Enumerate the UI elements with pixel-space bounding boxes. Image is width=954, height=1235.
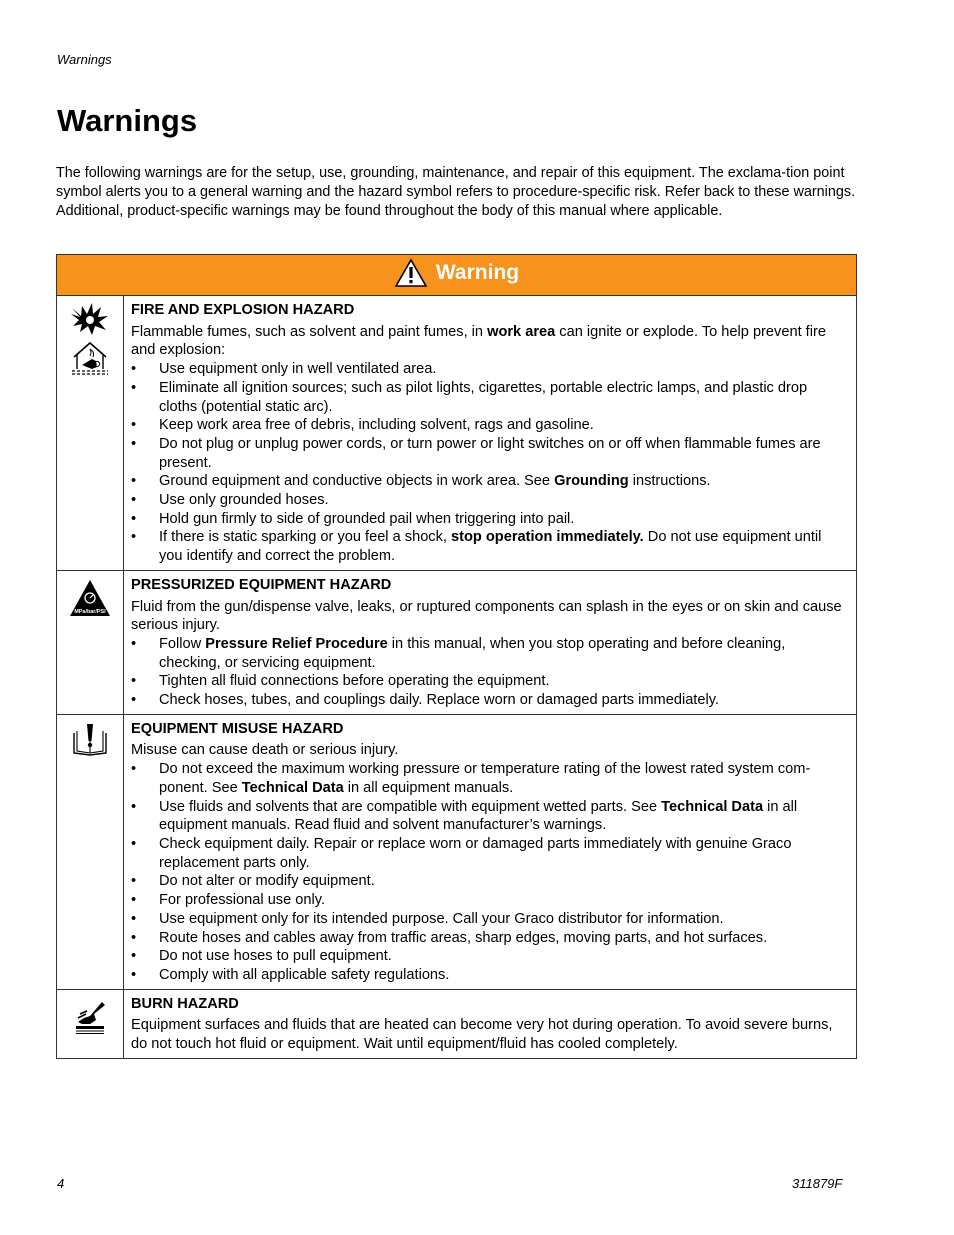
bullet-item: [131, 947, 848, 966]
hazard-description: [131, 1016, 848, 1053]
hazard-content: [124, 989, 857, 1058]
text-run: Use equipment only in well ventilated area.: [159, 361, 437, 378]
text-run: Do not use hoses to pull equipment.: [159, 948, 392, 965]
hazard-bullets: [131, 360, 848, 566]
text-run: Use equipment only for its intended purpose. Call your Graco distributor for information.: [159, 910, 724, 927]
text-run: Eliminate all ignition sources; such as pilot lights, cigarettes, portable electric lamps, and plastic drop cloths (potential static arc).: [159, 379, 808, 415]
hazard-bullets: [131, 760, 848, 984]
bullet-item: [131, 416, 848, 435]
text-run: Route hoses and cables away from traffic areas, sharp edges, moving parts, and hot surfaces.: [159, 929, 768, 946]
bullet-item: [131, 835, 848, 872]
hazard-content: [124, 296, 857, 571]
manual-exclamation-icon: [57, 723, 123, 757]
text-run: Use only grounded hoses.: [159, 492, 329, 509]
bullet-item: [131, 798, 848, 835]
emphasis-text: Technical Data: [661, 798, 764, 815]
hazard-description: [131, 323, 848, 360]
bullet-item: [131, 891, 848, 910]
page-title: Warnings: [57, 103, 198, 138]
text-run: For professional use only.: [159, 892, 326, 909]
text-run: Do not exceed the maximum working pressure or temperature rating of the lowest rated system com-ponent. See: [159, 761, 811, 796]
bullet-item: [131, 472, 848, 491]
bullet-item: [131, 929, 848, 948]
bullet-item: [131, 672, 848, 691]
hazard-row: [57, 296, 857, 571]
text-run: Misuse can cause death or serious injury.: [131, 742, 399, 759]
intro-paragraph: The following warnings are for the setup, use, grounding, maintenance, and repair of this equipment. The exclama-tion point symbol alerts you to a general warning and the hazard symbol refers to procedure-specific risk. Refer back to these warnings. Additional, product-specific warnings may be found throughout the body of this manual where applicable.: [56, 165, 856, 219]
document-number: 311879F: [792, 1176, 843, 1191]
text-run: can ignite or explode. To help prevent fire and explosion:: [131, 323, 826, 359]
text-run: Flammable fumes, such as solvent and paint fumes, in: [131, 323, 488, 340]
bullet-item: [131, 872, 848, 891]
text-run: Use fluids and solvents that are compatible with equipment wetted parts. See: [159, 798, 662, 815]
warning-header: [57, 255, 857, 296]
warning-header-label: Warning: [435, 261, 520, 284]
bullet-item: [131, 435, 848, 472]
hazard-title: EQUIPMENT MISUSE HAZARD: [131, 720, 344, 737]
pressure-gauge-icon: [57, 579, 123, 617]
emphasis-text: Pressure Relief Procedure: [205, 635, 388, 652]
text-run: Check equipment daily. Repair or replace worn or damaged parts immediately with genuine Graco replacement parts only.: [159, 835, 792, 871]
emphasis-text: Technical Data: [241, 779, 344, 796]
text-run: in all equipment manuals.: [343, 779, 514, 796]
bullet-item: [131, 635, 848, 672]
bullet-item: [131, 379, 848, 416]
bullet-item: [131, 360, 848, 379]
text-run: in all equipment manuals. Read fluid and solvent manufacturer’s warnings.: [159, 798, 798, 834]
emphasis-text: work area: [487, 323, 556, 340]
hazard-content: [124, 714, 857, 989]
hazard-icon-cell: [57, 570, 124, 714]
hazard-icon-cell: [57, 714, 124, 989]
text-run: Do not use equipment until you identify and correct the problem.: [159, 529, 822, 565]
text-run: in this manual, when you stop operating and before cleaning, checking, or servicing equipment.: [159, 635, 786, 671]
hazard-title: FIRE AND EXPLOSION HAZARD: [131, 302, 355, 318]
bullet-item: [131, 510, 848, 529]
bullet-item: [131, 491, 848, 510]
hazard-title: BURN HAZARD: [131, 995, 239, 1012]
hazard-description: [131, 598, 848, 635]
burn-hand-icon: [57, 1000, 123, 1036]
hazard-row: [57, 989, 857, 1058]
warning-triangle-icon: [394, 258, 428, 288]
bullet-item: [131, 966, 848, 985]
text-run: Ground equipment and conductive objects in work area. See: [159, 473, 555, 490]
explosion-icon: [57, 302, 123, 336]
hazard-bullets: [131, 635, 848, 710]
running-head: Warnings: [57, 52, 112, 67]
hazard-content: [124, 570, 857, 714]
pressure-units-label: MPa/bar/PSI: [74, 608, 106, 615]
text-run: Keep work area free of debris, including solvent, rags and gasoline.: [159, 417, 594, 434]
warning-table: [56, 254, 857, 1059]
page-number: 4: [57, 1176, 65, 1191]
text-run: Do not alter or modify equipment.: [159, 873, 375, 890]
text-run: Comply with all applicable safety regulations.: [159, 966, 450, 983]
bullet-item: [131, 910, 848, 929]
text-run: Hold gun firmly to side of grounded pail when triggering into pail.: [159, 510, 575, 527]
bullet-item: [131, 691, 848, 710]
hazard-icon-cell: [57, 296, 124, 571]
bullet-item: [131, 760, 848, 797]
hazard-title: PRESSURIZED EQUIPMENT HAZARD: [131, 576, 392, 593]
text-run: Equipment surfaces and fluids that are heated can become very hot during operation. To avoid severe burns, do not touch hot fluid or equipment. Wait until equipment/fluid has cooled completely.: [131, 1017, 833, 1053]
text-run: Check hoses, tubes, and couplings daily. Replace worn or damaged parts immediately.: [159, 692, 719, 709]
text-run: If there is static sparking or you feel a shock,: [159, 529, 452, 546]
hazard-row: [57, 570, 857, 714]
bullet-item: [131, 528, 848, 565]
text-run: Do not plug or unplug power cords, or turn power or light switches on or off when flammable fumes are present.: [159, 435, 821, 471]
emphasis-text: Grounding: [554, 473, 629, 490]
hazard-description: [131, 741, 848, 760]
fire-house-icon: [57, 339, 123, 377]
hazard-row: [57, 714, 857, 989]
text-run: Follow: [159, 635, 206, 652]
text-run: Fluid from the gun/dispense valve, leaks, or ruptured components can splash in the eyes or on skin and cause serious injury.: [131, 598, 842, 634]
text-run: instructions.: [628, 473, 711, 490]
emphasis-text: stop operation immediately.: [451, 529, 644, 546]
text-run: Tighten all fluid connections before operating the equipment.: [159, 673, 550, 690]
hazard-icon-cell: [57, 989, 124, 1058]
